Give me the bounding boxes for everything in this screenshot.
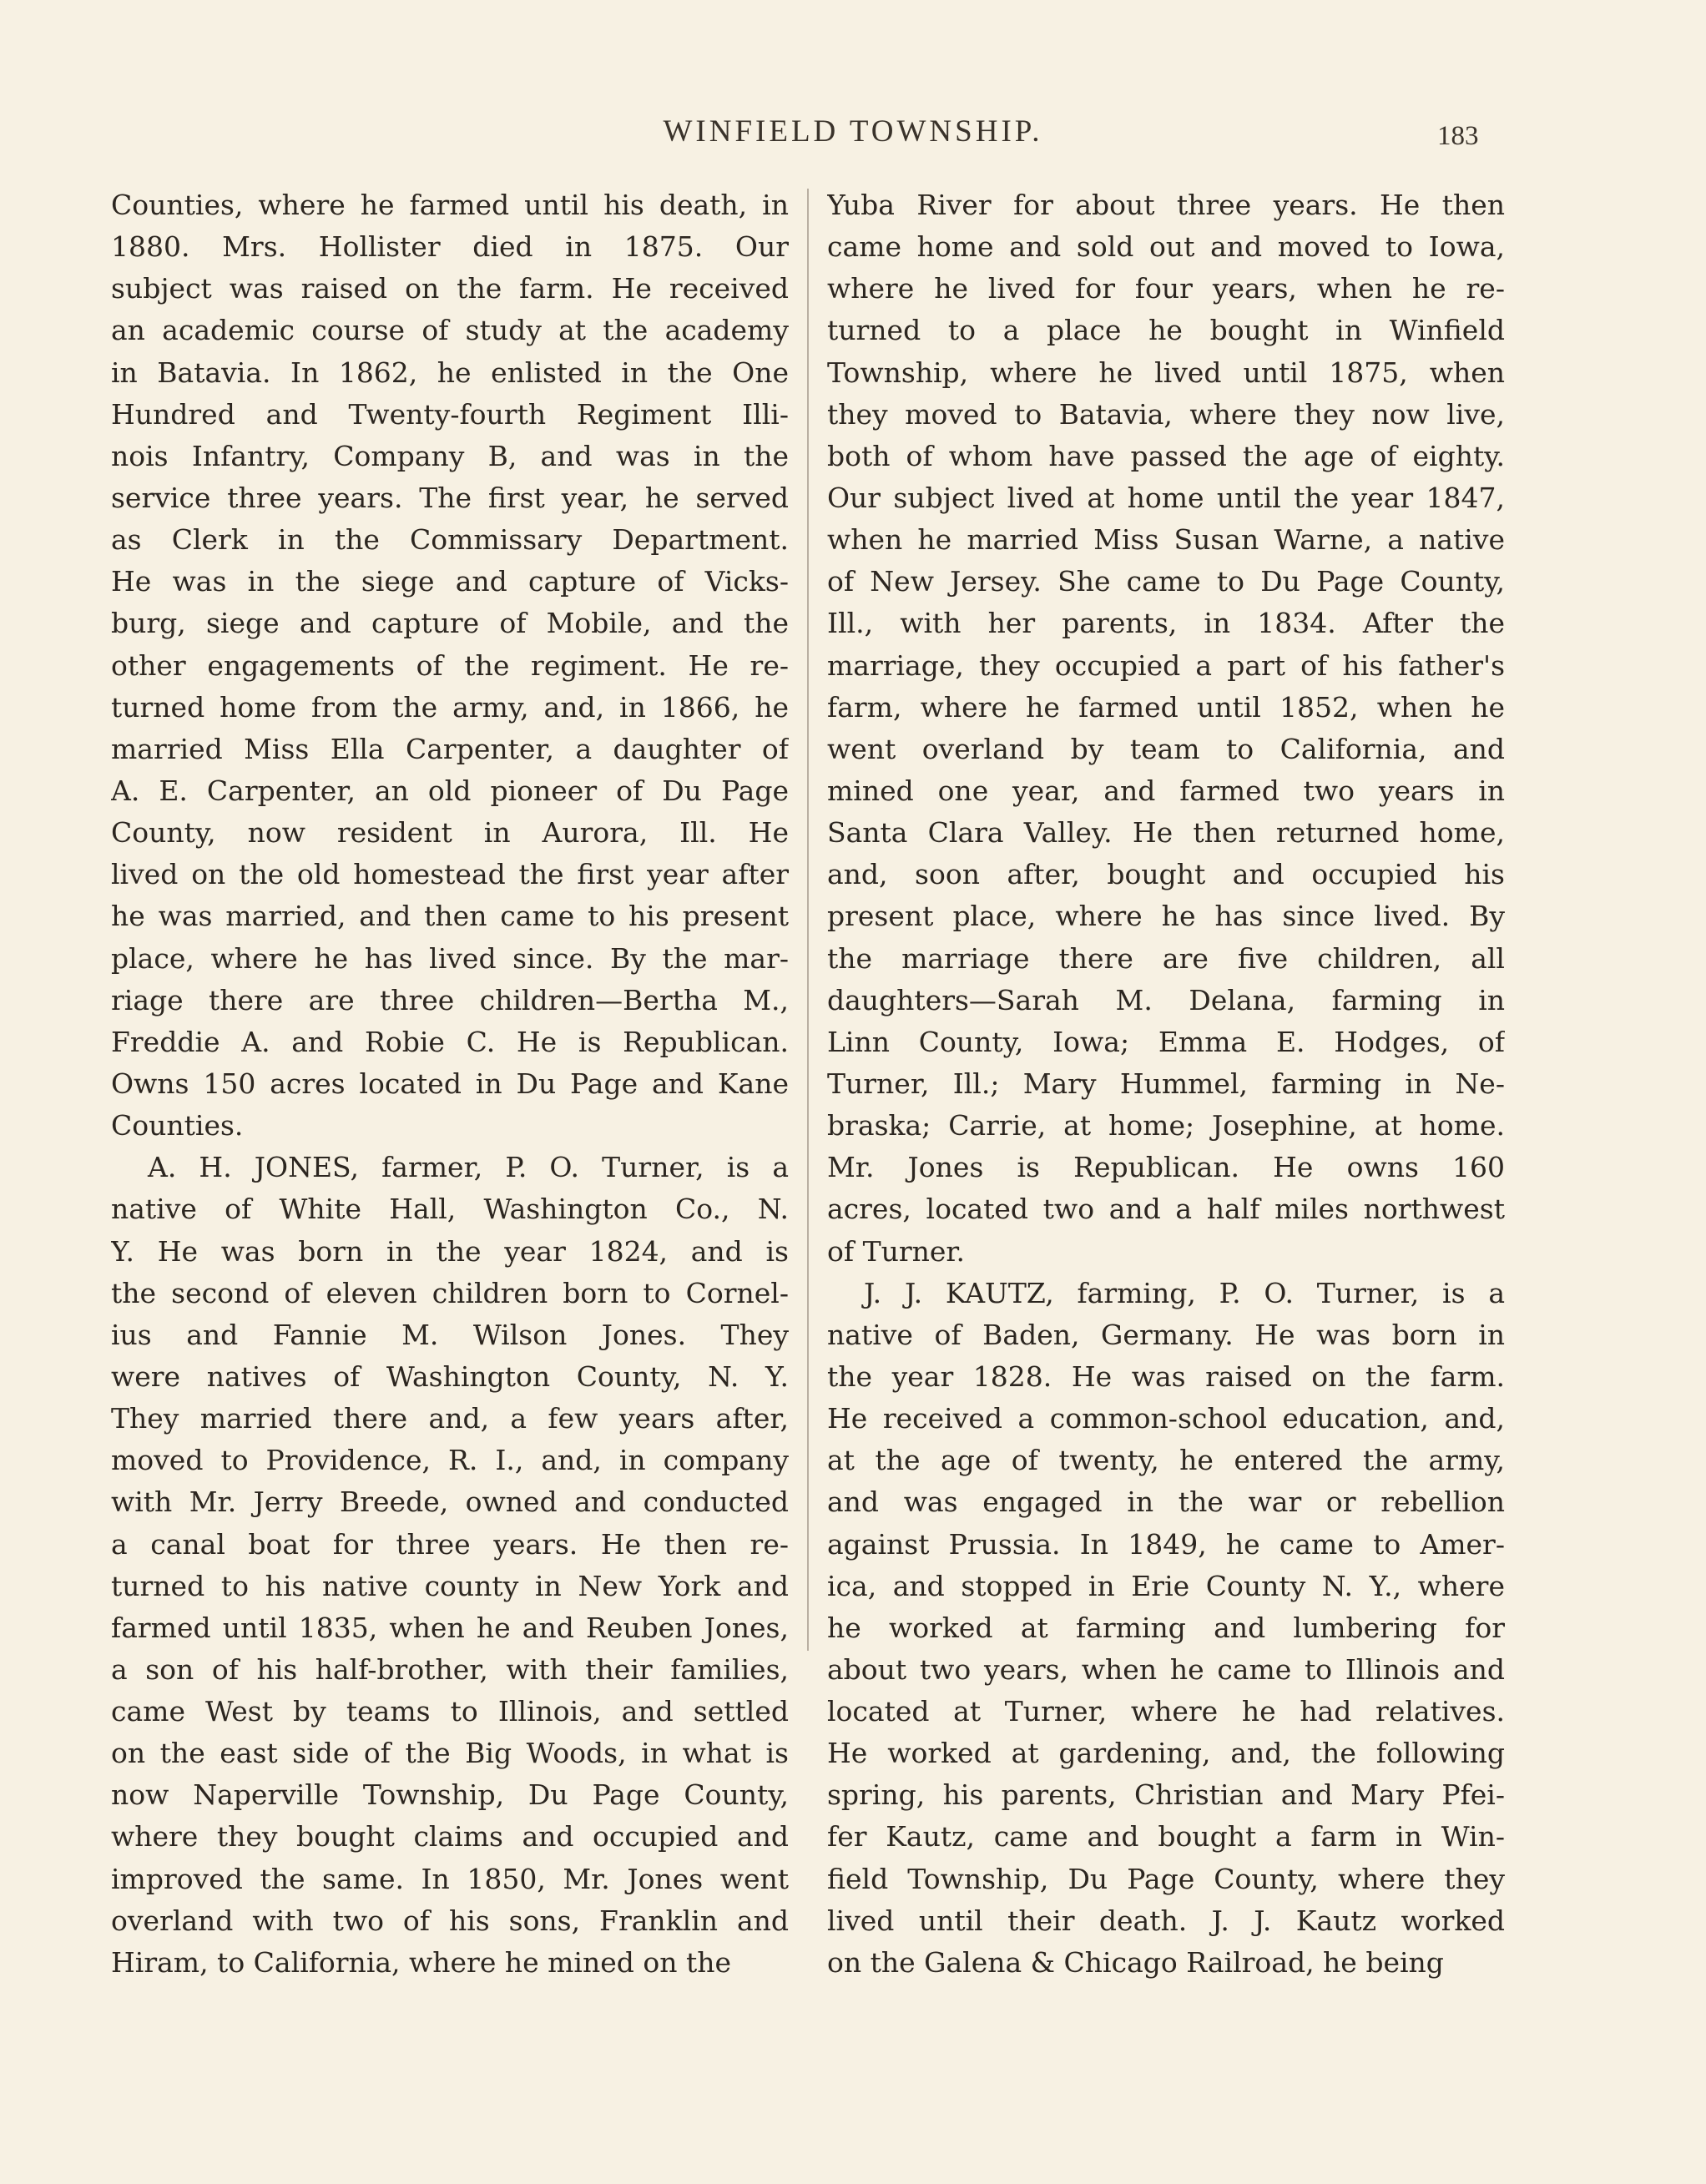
text-line: went overland by team to California, and (827, 732, 1505, 765)
text-line: A. E. Carpenter, an old pioneer of Du Page (111, 774, 789, 807)
text-line: in Batavia. In 1862, he enlisted in the One (111, 356, 789, 389)
text-line: ius and Fannie M. Wilson Jones. They (111, 1318, 789, 1351)
text-line: a son of his half-brother, with their families, (111, 1652, 789, 1686)
text-line: they moved to Batavia, where they now live, (827, 397, 1505, 431)
text-line: the marriage there are five children, all (827, 941, 1505, 975)
text-line: located at Turner, where he had relatives. (827, 1695, 1505, 1728)
text-line: place, where he has lived since. By the mar- (111, 941, 789, 975)
text-line: marriage, they occupied a part of his father's (827, 648, 1505, 682)
text-line: ica, and stopped in Erie County N. Y., where (827, 1569, 1505, 1602)
text-line: improved the same. In 1850, Mr. Jones went (111, 1862, 789, 1895)
text-line: at the age of twenty, he entered the army, (827, 1444, 1505, 1477)
text-line: came home and sold out and moved to Iowa, (827, 230, 1505, 264)
text-line: present place, where he has since lived. By (827, 900, 1505, 933)
text-line: Our subject lived at home until the year 1847, (827, 481, 1505, 514)
page-number: 183 (1437, 121, 1479, 151)
text-line: where he lived for four years, when he re- (827, 272, 1505, 305)
text-line: He worked at gardening, and, the following (827, 1737, 1505, 1770)
text-line: riage there are three children—Bertha M., (111, 983, 789, 1016)
text-line: Hiram, to California, where he mined on the (111, 1945, 732, 1979)
text-line: farm, where he farmed until 1852, when he (827, 690, 1505, 724)
text-line: spring, his parents, Christian and Mary Pfei- (827, 1778, 1505, 1812)
text-line: turned to a place he bought in Winfield (827, 314, 1505, 347)
text-line: He was in the siege and capture of Vicks- (111, 565, 789, 598)
text-line: the year 1828. He was raised on the farm. (827, 1359, 1505, 1393)
text-line: were natives of Washington County, N. Y. (111, 1359, 789, 1393)
text-line: 1880. Mrs. Hollister died in 1875. Our (111, 230, 789, 264)
text-line: Ill., with her parents, in 1834. After the (827, 607, 1505, 640)
column-divider (807, 189, 809, 1651)
text-line: Freddie A. and Robie C. He is Republican. (111, 1025, 789, 1058)
text-line: acres, located two and a half miles northwest (827, 1193, 1505, 1226)
text-line: overland with two of his sons, Franklin and (111, 1904, 789, 1937)
text-line: of New Jersey. She came to Du Page County, (827, 565, 1505, 598)
text-line: on the east side of the Big Woods, in what is (111, 1737, 789, 1770)
text-line: turned to his native county in New York and (111, 1569, 789, 1602)
running-title: WINFIELD TOWNSHIP. (663, 114, 1043, 149)
text-line: he was married, and then came to his present (111, 900, 789, 933)
text-line: J. J. KAUTZ, farming, P. O. Turner, is a (864, 1276, 1505, 1309)
text-line: daughters—Sarah M. Delana, farming in (827, 983, 1505, 1016)
text-line: subject was raised on the farm. He received (111, 272, 789, 305)
text-line: braska; Carrie, at home; Josephine, at home. (827, 1109, 1505, 1142)
text-line: came West by teams to Illinois, and settled (111, 1695, 789, 1728)
text-line: A. H. JONES, farmer, P. O. Turner, is a (148, 1151, 789, 1184)
text-line: and was engaged in the war or rebellion (827, 1485, 1505, 1519)
text-line: moved to Providence, R. I., and, in company (111, 1444, 789, 1477)
text-line: Hundred and Twenty-fourth Regiment Illi- (111, 397, 789, 431)
text-line: where they bought claims and occupied and (111, 1820, 789, 1854)
text-line: other engagements of the regiment. He re- (111, 648, 789, 682)
text-line: when he married Miss Susan Warne, a native (827, 523, 1505, 557)
text-line: Yuba River for about three years. He then (827, 189, 1505, 221)
text-line: mined one year, and farmed two years in (827, 774, 1505, 807)
text-line: nois Infantry, Company B, and was in the (111, 439, 789, 472)
text-line: native of White Hall, Washington Co., N. (111, 1193, 789, 1226)
text-line: married Miss Ella Carpenter, a daughter of (111, 732, 789, 765)
text-line: of Turner. (827, 1234, 966, 1268)
text-line: as Clerk in the Commissary Department. (111, 523, 789, 557)
text-line: he worked at farming and lumbering for (827, 1611, 1505, 1644)
text-line: Owns 150 acres located in Du Page and Kane (111, 1067, 789, 1100)
text-line: County, now resident in Aurora, Ill. He (111, 816, 789, 850)
text-line: They married there and, a few years after, (111, 1402, 789, 1435)
text-line: service three years. The first year, he served (111, 481, 789, 514)
text-line: and, soon after, bought and occupied his (827, 858, 1505, 891)
text-line: Counties, where he farmed until his death, in (111, 189, 789, 221)
text-line: burg, siege and capture of Mobile, and the (111, 607, 789, 640)
right-column (827, 184, 1505, 1984)
text-line: field Township, Du Page County, where they (827, 1862, 1505, 1895)
text-line: Township, where he lived until 1875, when (827, 356, 1505, 389)
text-line: the second of eleven children born to Cornel- (111, 1276, 789, 1309)
text-line: now Naperville Township, Du Page County, (111, 1778, 789, 1812)
text-line: both of whom have passed the age of eighty. (827, 439, 1505, 472)
text-line: lived on the old homestead the first year after (111, 858, 789, 891)
text-line: about two years, when he came to Illinois and (827, 1652, 1505, 1686)
text-line: Santa Clara Valley. He then returned home, (827, 816, 1505, 850)
text-line: an academic course of study at the academy (111, 314, 789, 347)
text-line: farmed until 1835, when he and Reuben Jones, (111, 1611, 789, 1644)
text-line: a canal boat for three years. He then re- (111, 1527, 789, 1561)
text-line: with Mr. Jerry Breede, owned and conducted (111, 1485, 789, 1519)
text-line: fer Kautz, came and bought a farm in Win- (827, 1820, 1505, 1854)
left-column (111, 184, 789, 1984)
text-line: native of Baden, Germany. He was born in (827, 1318, 1505, 1351)
text-line: on the Galena & Chicago Railroad, he being (827, 1945, 1444, 1979)
text-line: Counties. (111, 1109, 244, 1142)
text-line: Y. He was born in the year 1824, and is (111, 1234, 789, 1268)
text-line: turned home from the army, and, in 1866, he (111, 690, 789, 724)
text-line: against Prussia. In 1849, he came to Amer- (827, 1527, 1505, 1561)
text-line: He received a common-school education, and, (827, 1402, 1505, 1435)
text-line: Mr. Jones is Republican. He owns 160 (827, 1151, 1505, 1184)
text-line: Linn County, Iowa; Emma E. Hodges, of (827, 1025, 1505, 1058)
text-line: lived until their death. J. J. Kautz worked (827, 1904, 1505, 1937)
text-line: Turner, Ill.; Mary Hummel, farming in Ne- (827, 1067, 1505, 1100)
